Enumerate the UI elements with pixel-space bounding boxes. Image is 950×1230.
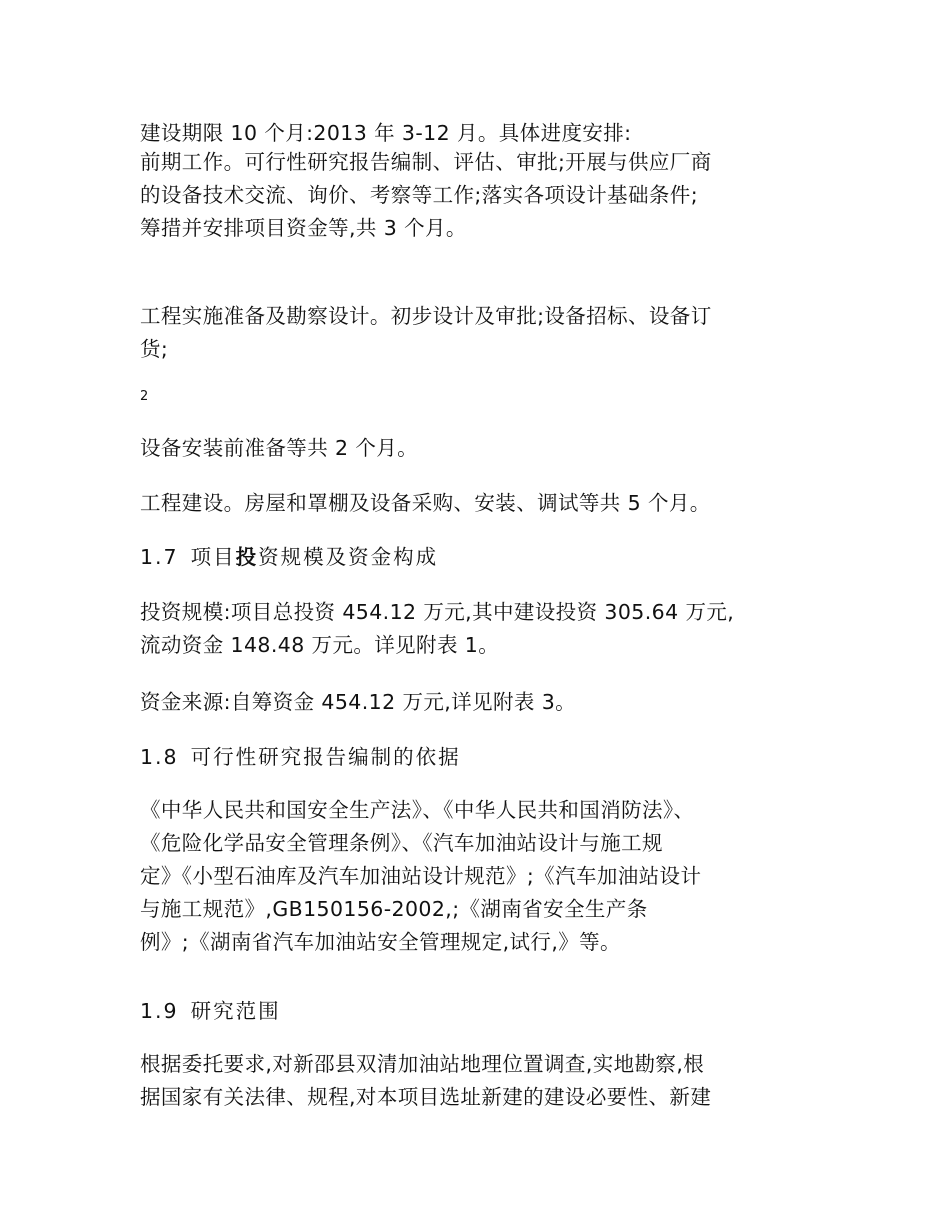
text-line: 筹措并安排项目资金等,共 3 个月。 [140, 216, 467, 240]
text-line: 工程建设。房屋和罩棚及设备采购、安装、调试等共 5 个月。 [140, 491, 711, 515]
text-line: 据国家有关法律、规程,对本项目选址新建的建设必要性、新建 [140, 1085, 712, 1109]
paragraph-legal-basis [140, 794, 830, 959]
page-number: 2 [140, 389, 149, 404]
paragraph-research-scope [140, 1048, 830, 1114]
text-line: 《中华人民共和国安全生产法》、《中华人民共和国消防法》、 [140, 798, 695, 822]
text-line: 流动资金 148.48 万元。详见附表 1。 [140, 633, 500, 657]
text-line: 的设备技术交流、询价、考察等工作;落实各项设计基础条件; [140, 183, 699, 207]
paragraph-preliminary-work [140, 146, 830, 245]
text-line: 资金来源:自筹资金 454.12 万元,详见附表 3。 [140, 690, 577, 714]
text-line: 货; [140, 337, 169, 361]
section-title-part: 资规模及资金构成 [258, 545, 439, 569]
text-line: 工程实施准备及勘察设计。初步设计及审批;设备招标、设备订 [140, 304, 712, 328]
section-number: 1.7 [140, 545, 179, 569]
paragraph-equipment-prep [140, 432, 830, 465]
section-title: 可行性研究报告编制的依据 [190, 745, 461, 769]
section-title-part: 项目 [190, 545, 236, 569]
text-line: 投资规模:项目总投资 454.12 万元,其中建设投资 305.64 万元, [140, 600, 735, 624]
paragraph-construction [140, 487, 830, 520]
text-line: 建设期限 10 个月:2013 年 3-12 月。具体进度安排: [140, 121, 632, 145]
text-line: 与施工规范》,GB150156-2002,;《湖南省安全生产条 [140, 897, 648, 921]
text-line: 定》《小型石油库及汽车加油站设计规范》;《汽车加油站设计 [140, 864, 702, 888]
text-line: 例》;《湖南省汽车加油站安全管理规定,试行,》等。 [140, 930, 621, 954]
paragraph-implementation-prep [140, 300, 830, 366]
section-heading-1-7 [140, 541, 830, 574]
text-line: 根据委托要求,对新邵县双清加油站地理位置调查,实地勘察,根 [140, 1052, 705, 1076]
section-heading-1-8 [140, 741, 830, 774]
text-line: 前期工作。可行性研究报告编制、评估、审批;开展与供应厂商 [140, 150, 712, 174]
paragraph-funding-source [140, 686, 830, 719]
section-heading-1-9 [140, 995, 830, 1028]
section-number: 1.8 [140, 745, 179, 769]
text-line: 设备安装前准备等共 2 个月。 [140, 436, 419, 460]
paragraph-investment-scale [140, 596, 830, 662]
section-title: 研究范围 [190, 999, 281, 1023]
text-line: 《危险化学品安全管理条例》、《汽车加油站设计与施工规 [140, 831, 663, 855]
section-number: 1.9 [140, 999, 179, 1023]
section-title-bold: 投 [235, 545, 259, 569]
